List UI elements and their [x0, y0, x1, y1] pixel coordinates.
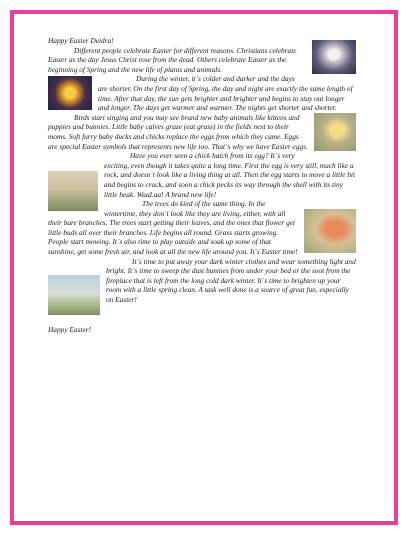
bunny-image — [48, 275, 100, 315]
paragraph-2: During the winter, it´s colder and darker and the days are shorter. On the first day of Spring, the day and night are exactly the same length of time. After that day, the sun gets brighter and brighter and begins to stay out longer and longer. The days get warmer and warmer. The nights get shorter and shorter. — [98, 74, 353, 113]
paragraph-6: It´s time to put away your dark winter clothes and wear something light and bright. It´s time to sweep the dust bunnies from under your bed or the soot from the fireplace that is left from the long cold dark winter. It´s time to brighten up your room with a little spring clean. A task well done is a source of great fun, especially on Easter! — [106, 256, 356, 305]
closing: Happy Easter! — [48, 324, 92, 334]
children-image — [48, 171, 98, 211]
egg-image — [304, 209, 356, 253]
sun-image — [48, 76, 92, 110]
paragraph-4: Have you ever seen a chick hatch from its egg? It´s very exciting, even though it takes quite a long time. First the egg is very still, much like a rock, and doesn´t look like a living thing at all. Then the egg starts to move a little bit and begins to crack, and soon a chick pecks its way through the shell with its tiny little beak. WaaLaa! A brand new life! — [104, 151, 356, 199]
paragraph-5: The trees do kind of the same thing. In the wintertime, they don´t look like they are living, either, with all their bare branches. The trees start getting their leaves, and the ones that flower get little buds all over their branches. Life begins all round. Grass starts growing. People start mowing. It´s also time to play outside and soak up some of that sunshine, get some fresh air, and look at all the new life around you. It´s Easter time! — [48, 199, 298, 257]
paragraph-3: Birds start singing and you may see brand new baby animals like kittens and puppies and bunnies. Little baby calves graze (eat grass) in the fields next to their moms. Soft furry baby ducks and chicks replace the eggs from which they came. Eggs are special Easter symbols that represents new life too. That´s why we have Easter eggs. — [48, 112, 308, 151]
paragraph-1: Different people celebrate Easter for different reasons. Christians celebrate Easter as the day Jesus Christ rose from the dead. Others celebrate Easter as the beginning of Spring and the new life of plants and animals. — [48, 45, 297, 74]
angel-image — [312, 40, 356, 74]
greeting: Happy Easter Deidra! — [48, 36, 114, 45]
letter-body — [48, 36, 356, 334]
chicks-image — [314, 113, 356, 151]
